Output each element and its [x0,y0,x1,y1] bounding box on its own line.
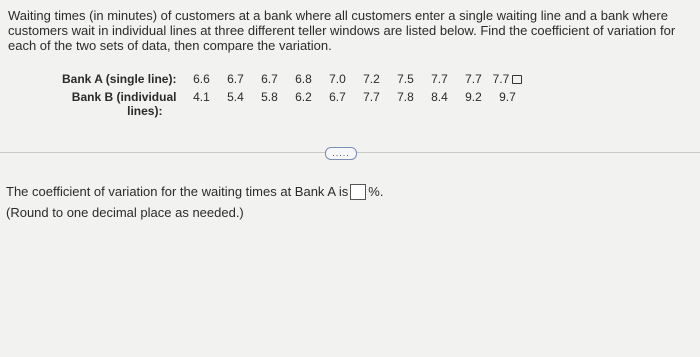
bank-a-value: 6.7 [227,72,244,86]
expand-button[interactable]: ..... [325,147,357,160]
bank-b-value: 9.7 [499,90,516,104]
bank-b-value: 6.7 [329,90,346,104]
bank-b-label-line2: lines): [127,104,163,118]
rounding-hint: (Round to one decimal place as needed.) [6,205,244,220]
bank-a-value: 7.7 [431,72,448,86]
table-row [62,72,524,90]
bank-b-value: 8.4 [431,90,448,104]
bank-b-value: 5.4 [227,90,244,104]
bank-a-value: 7.5 [397,72,414,86]
answer-input[interactable] [350,184,366,200]
answer-line [6,184,383,200]
copy-icon[interactable] [512,75,522,84]
bank-b-value: 6.2 [295,90,312,104]
bank-b-value: 7.8 [397,90,414,104]
table-row [62,90,524,118]
bank-a-value: 6.8 [295,72,312,86]
problem-statement: Waiting times (in minutes) of customers at a bank where all customers enter a single waiting line and a bank where customers wait in individual lines at three different teller windows are listed below. Find the coefficient of variation for each of the two sets of data, then compare the variation. [8,8,676,53]
bank-a-value: 7.2 [363,72,380,86]
bank-b-value: 5.8 [261,90,278,104]
bank-a-value: 7.0 [329,72,346,86]
bank-a-value: 7.7 [465,72,482,86]
bank-a-value: 6.6 [193,72,210,86]
bank-b-value: 9.2 [465,90,482,104]
bank-a-value: 6.7 [261,72,278,86]
data-table [62,72,524,118]
bank-a-values [184,72,524,86]
bank-a-label: Bank A (single line): [62,72,177,86]
bank-b-label [62,90,184,118]
bank-b-label-line1: Bank B (individual [71,90,177,104]
answer-suffix: %. [368,184,384,199]
answer-prompt: The coefficient of variation for the waiting times at Bank A is [6,184,349,199]
bank-b-values [184,90,524,104]
bank-a-value: 7.7 [490,72,524,86]
bank-b-value: 7.7 [363,90,380,104]
bank-b-value: 4.1 [193,90,210,104]
